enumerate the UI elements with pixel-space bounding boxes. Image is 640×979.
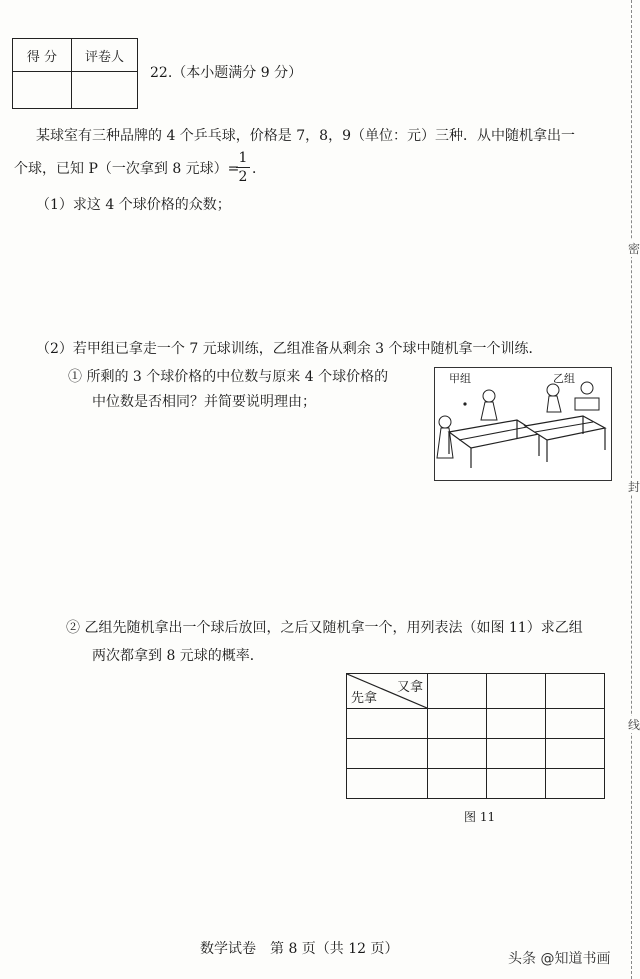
part-2-q2-line-1: ② 乙组先随机拿出一个球后放回，之后又随机拿一个，用列表法（如图 11）求乙组 [66, 620, 583, 636]
table-cell[interactable] [428, 739, 487, 769]
table-cell[interactable] [347, 769, 428, 799]
table-header-cell [347, 674, 428, 709]
stem-line-1: 某球室有三种品牌的 4 个乒乓球，价格是 7，8，9（单位：元）三种．从中随机拿出一 [36, 128, 575, 144]
fraction-numerator: 1 [238, 150, 248, 166]
header-first-draw: 先拿 [351, 691, 378, 706]
header-second-draw: 又拿 [396, 680, 423, 695]
score-label: 得 分 [13, 39, 72, 72]
binding-mark-2: 封 [627, 480, 640, 494]
watermark: 头条 @知道书画 [508, 951, 611, 967]
fraction-denominator: 2 [238, 169, 248, 185]
probability-table [346, 673, 605, 799]
ping-pong-illustration [434, 367, 612, 481]
table-cell[interactable] [546, 674, 605, 709]
fraction-bar [236, 167, 250, 168]
stem-line-2: 个球，已知 P（一次拿到 8 元球）= [14, 161, 240, 177]
table-cell[interactable] [487, 769, 546, 799]
page-footer: 数学试卷 第 8 页（共 12 页） [200, 941, 399, 957]
question-header: 22.（本小题满分 9 分） [150, 65, 303, 81]
group-b-label: 乙组 [553, 372, 575, 385]
table-cell[interactable] [347, 739, 428, 769]
table-cell[interactable] [546, 769, 605, 799]
table-cell[interactable] [428, 709, 487, 739]
table-cell[interactable] [347, 709, 428, 739]
group-a-label: 甲组 [449, 372, 471, 385]
part-2-q2-line-2: 两次都拿到 8 元球的概率． [92, 648, 264, 664]
table-cell[interactable] [487, 709, 546, 739]
table-cell[interactable] [428, 674, 487, 709]
table-cell[interactable] [428, 769, 487, 799]
table-cell[interactable] [546, 709, 605, 739]
part-1-question: （1）求这 4 个球价格的众数； [36, 197, 231, 213]
binding-mark-3: 线 [627, 718, 640, 732]
part-2-intro: （2）若甲组已拿走一个 7 元球训练，乙组准备从剩余 3 个球中随机拿一个训练． [36, 341, 543, 357]
stem-fraction [236, 150, 250, 185]
binding-mark-1: 密 [627, 242, 640, 256]
part-2-q1-line-2: 中位数是否相同？并简要说明理由； [92, 394, 316, 410]
table-cell[interactable] [487, 739, 546, 769]
grader-cell[interactable] [72, 72, 138, 109]
part-2-q1-line-1: ① 所剩的 3 个球价格的中位数与原来 4 个球价格的 [68, 369, 389, 385]
stem-end: ． [252, 161, 266, 177]
table-cell[interactable] [546, 739, 605, 769]
figure-caption: 图 11 [464, 810, 496, 824]
grader-label: 评卷人 [72, 39, 138, 72]
score-cell[interactable] [13, 72, 72, 109]
table-cell[interactable] [487, 674, 546, 709]
score-box [12, 38, 138, 109]
